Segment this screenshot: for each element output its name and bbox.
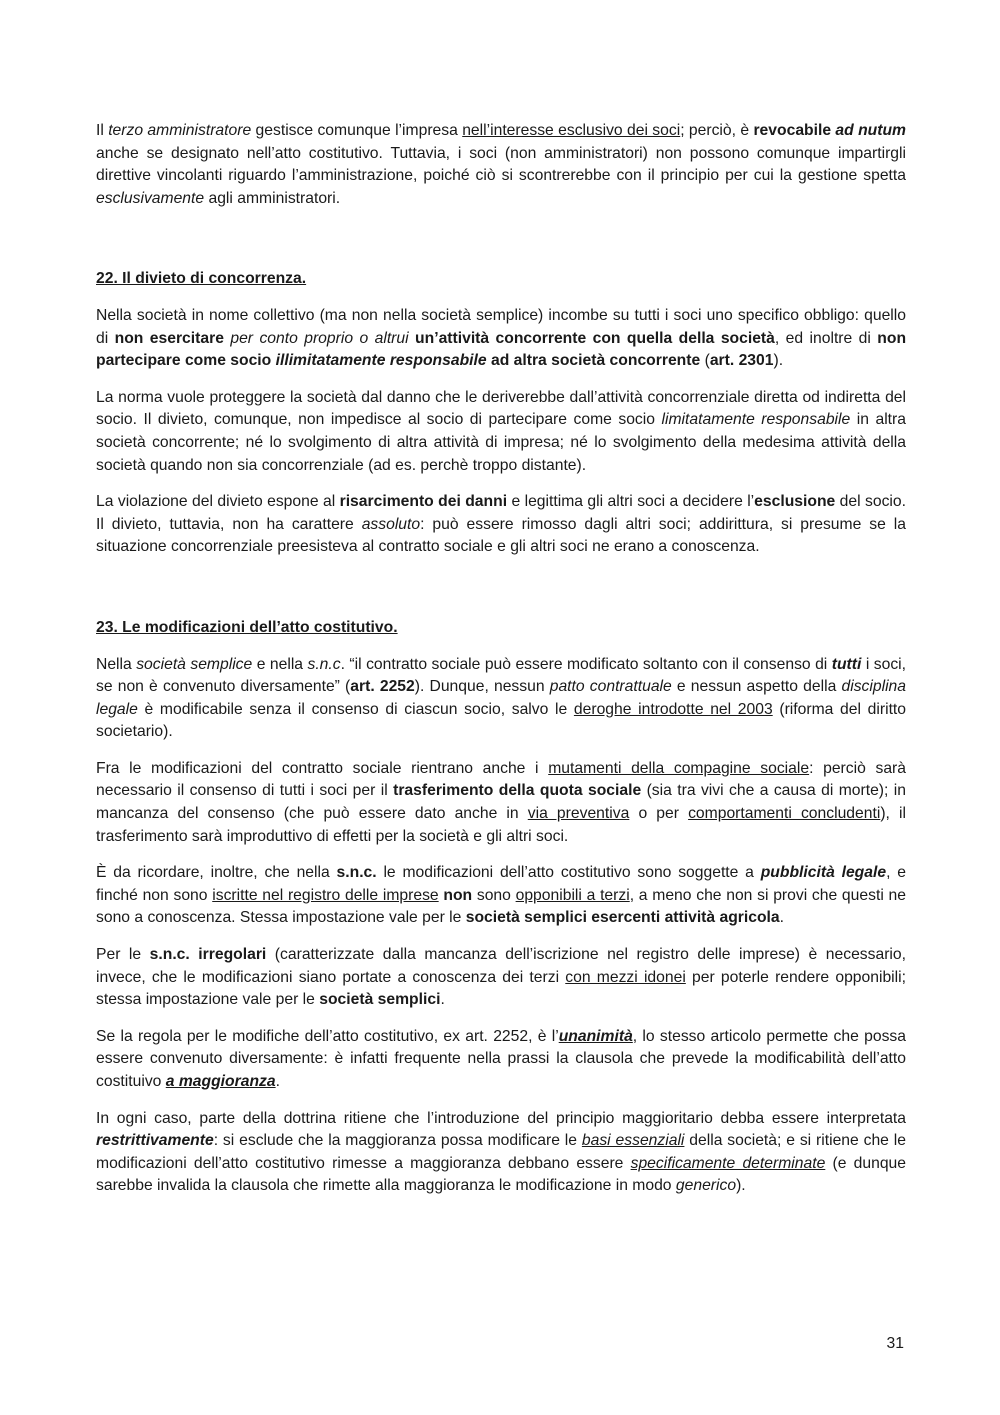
text: agli amministratori.: [204, 189, 341, 207]
bold-text: non partecipare come socio: [96, 329, 907, 370]
bold-italic-underlined-text: a maggioranza: [165, 1073, 276, 1090]
text: , e finché non sono: [96, 864, 906, 904]
italic-underlined-text: basi essenziali: [581, 1132, 685, 1150]
text: le modificazioni dell’atto costitutivo sono soggette a: [376, 864, 761, 882]
text: e nessun aspetto della: [671, 678, 842, 696]
bold-text: non: [443, 886, 473, 904]
text: sono: [472, 886, 516, 904]
bold-text: risarcimento dei danni: [339, 493, 508, 511]
underlined-text: comportamenti concludenti: [688, 805, 881, 823]
text: o per: [629, 805, 689, 823]
bold-italic-text: restrittivamente: [96, 1132, 214, 1150]
text: per poterle rendere opponibili; stessa impostazione vale per le: [96, 968, 906, 1009]
page-content: [96, 120, 906, 1212]
paragraph-pubblicita-legale: [96, 862, 906, 930]
emphasis: disciplina legale: [96, 678, 907, 718]
text: : si esclude che la maggioranza possa modificare le: [213, 1132, 582, 1150]
paragraph-norma-protezione: [96, 387, 906, 477]
paragraph-principio-maggioritario: [96, 1108, 906, 1198]
text: anche se designato nell’atto costitutivo. Tuttavia, i soci (non amministratori) non possono comunque impartirgli direttive vincolanti riguardo l’amministrazione, poiché ciò si scontrerebbe con il principio per cui la gestione spetta: [96, 144, 906, 185]
text: Se la regola per le modifiche dell’atto costitutivo, ex art. 2252, è l’: [96, 1027, 559, 1045]
text: (sia tra vivi che a causa di morte); in mancanza del consenso (che può essere dato anche in: [96, 782, 906, 823]
bold-text: esclusione: [754, 493, 836, 511]
bold-italic-text: tutti: [831, 655, 862, 673]
paragraph-violazione-divieto: [96, 491, 906, 559]
text: i soci, se non è convenuto diversamente” (: [96, 655, 907, 696]
text: : perciò sarà necessario il consenso di tutti i soci per il: [96, 759, 906, 800]
emphasis: limitatamente responsabile: [661, 411, 851, 429]
text: , lo stesso articolo permette che possa essere convenuto diversamente: è infatti frequente nella prassi la clausola che prevede la modificabilità dell’atto costituivo: [96, 1027, 906, 1090]
text: , a meno che non si provi che questi ne sono a conoscenza. Stessa impostazione vale per le: [96, 886, 906, 927]
section-heading-22: 22. Il divieto di concorrenza.: [96, 270, 307, 288]
text: : può essere rimosso dagli altri soci; addirittura, si presume se la situazione concorrenziale preesisteva al contratto sociale e gli altri soci ne erano a conoscenza.: [96, 515, 906, 556]
text: La norma vuole proteggere la società dal danno che le deriverebbe dall’attività concorrenziale diretta od indiretta del socio. Il divieto, comunque, non impedisce al socio di partecipare come socio: [96, 388, 906, 429]
text: (e dunque sarebbe invalida la clausola che rimette alla maggioranza le modificazione in modo: [96, 1154, 906, 1195]
text: È da ricordare, inoltre, che nella: [96, 864, 337, 882]
underlined-text: con mezzi idonei: [565, 968, 686, 986]
text: in altra società concorrente; né lo svolgimento di altra attività di impresa; né lo svolgimento della medesima attività della società quando non sia concorrenziale (ad es. perchè troppo distante).: [96, 411, 906, 474]
article-reference: art. 2301: [709, 352, 774, 370]
text: .: [275, 1073, 280, 1090]
paragraph-snc-irregolari: [96, 944, 906, 1012]
section-spacer: [96, 573, 906, 617]
emphasis: generico: [675, 1177, 737, 1195]
text: (riforma del diritto societario).: [96, 700, 907, 741]
text: ).: [773, 352, 784, 370]
text: , ed inoltre di: [774, 329, 878, 347]
text: ).: [736, 1177, 746, 1195]
underlined-text: deroghe introdotte nel 2003: [573, 700, 773, 718]
text: La violazione del divieto espone al: [96, 493, 340, 511]
underlined-text: nell’interesse esclusivo dei soci: [462, 122, 681, 139]
paragraph-compagine-sociale: [96, 758, 906, 848]
text: ; perciò, è: [680, 122, 754, 139]
bold-text: un’attività concorrente con quella della società: [415, 329, 775, 347]
text: ). Dunque, nessun: [414, 678, 550, 696]
text: .: [440, 991, 445, 1009]
text: del socio. Il divieto, tuttavia, non ha carattere: [96, 493, 906, 533]
text: . “il contratto sociale può essere modificato soltanto con il consenso di: [340, 655, 832, 673]
text: (: [700, 352, 710, 370]
bold-text: s.n.c. irregolari: [149, 946, 267, 964]
emphasis: assoluto: [361, 515, 421, 533]
paragraph-societa-semplice: [96, 654, 906, 744]
page-number: 31: [886, 1335, 904, 1352]
bold-text: non esercitare: [114, 329, 224, 347]
bold-italic-underlined-text: unanimità: [558, 1027, 633, 1045]
text: In ogni caso, parte della dottrina ritiene che l’introduzione del principio maggioritario debba essere interpretata: [96, 1109, 906, 1127]
bold-italic-text: ad nutum: [835, 122, 907, 139]
text: .: [779, 909, 785, 927]
text: è modificabile senza il consenso di ciascun socio, salvo le: [137, 700, 574, 718]
bold-text: società semplici esercenti attività agricola: [465, 909, 780, 927]
article-reference: art. 2252: [350, 678, 415, 696]
underlined-text: iscritte nel registro delle imprese: [212, 886, 439, 904]
underlined-text: opponibili a terzi: [515, 886, 630, 904]
emphasis: per conto proprio o altrui: [230, 329, 409, 347]
bold-text: società semplici: [319, 991, 441, 1009]
emphasis: patto contrattuale: [549, 678, 672, 696]
emphasis: esclusivamente: [96, 189, 205, 207]
emphasis: terzo amministratore: [108, 122, 252, 139]
text: Il: [96, 122, 109, 139]
emphasis: s.n.c: [307, 655, 341, 673]
text: e nella: [252, 655, 308, 673]
text: e legittima gli altri soci a decidere l’: [507, 493, 755, 511]
section-spacer: [96, 224, 906, 268]
section-heading-23: 23. Le modificazioni dell’atto costitutivo.: [96, 618, 398, 636]
underlined-text: mutamenti della compagine sociale: [548, 759, 810, 777]
bold-text: trasferimento della quota sociale: [393, 782, 642, 800]
text: (caratterizzate dalla mancanza dell’iscrizione nel registro delle imprese) è necessario, invece, che le modificazioni siano portate a conoscenza dei terzi: [96, 946, 906, 986]
text: Nella: [96, 655, 137, 673]
paragraph-obbligo-concorrenza: [96, 305, 906, 373]
text: Fra le modificazioni del contratto sociale rientrano anche i: [96, 759, 549, 777]
underlined-text: via preventiva: [527, 805, 630, 823]
emphasis: società semplice: [136, 655, 253, 673]
bold-text: ad altra società concorrente: [486, 352, 701, 370]
bold-italic-text: illimitatamente responsabile: [275, 352, 487, 370]
bold-text: s.n.c.: [336, 864, 377, 882]
text: gestisce comunque l’impresa: [251, 122, 463, 139]
bold-text: revocabile: [753, 122, 836, 139]
paragraph-terzo-amministratore: [96, 120, 906, 210]
text: Per le: [96, 946, 150, 964]
paragraph-unanimita: [96, 1026, 906, 1094]
bold-italic-text: pubblicità legale: [760, 864, 887, 882]
text: ), il trasferimento sarà improduttivo di effetti per la società e gli altri soci.: [96, 805, 906, 845]
italic-underlined-text: specificamente determinate: [630, 1154, 826, 1172]
text: della società; e si ritiene che le modificazioni dell’atto costitutivo rimesse a maggioranza debbano essere: [96, 1132, 906, 1172]
text: Nella società in nome collettivo (ma non nella società semplice) incombe su tutti i soci uno specifico obbligo: quello di: [96, 306, 906, 347]
